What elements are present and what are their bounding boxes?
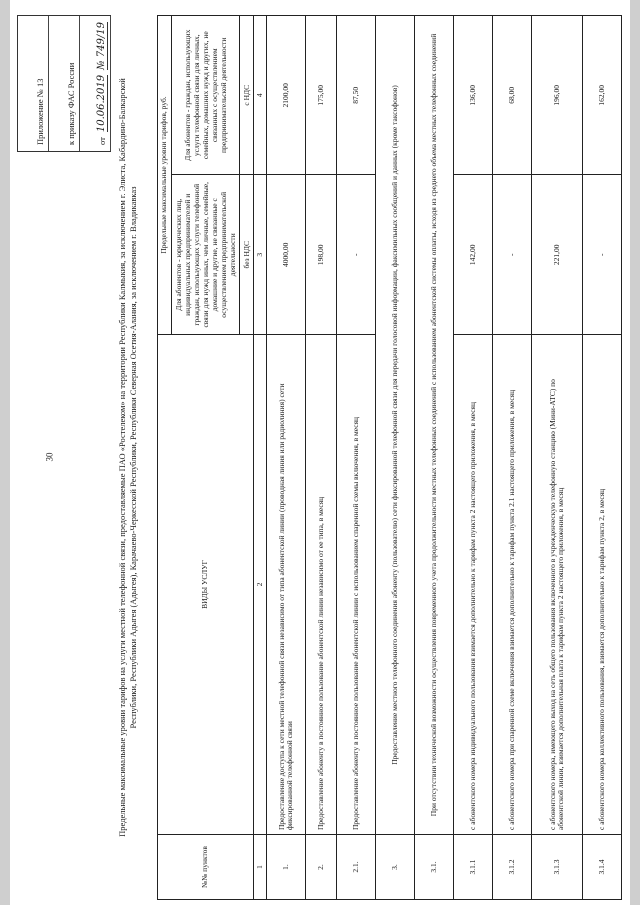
row-num: 2.1. <box>337 835 376 900</box>
row-legal-value: - <box>493 175 532 335</box>
appendix-block <box>17 15 107 900</box>
row-legal-value: 221,00 <box>532 175 583 335</box>
row-legal-value: - <box>583 175 622 335</box>
document-title-line-2: Республики, Республики Адыгея (Адыгея), Карачаево-Черкесской Республики, Республики Северная Осетия-Алания, за исключением г. Владикавказ <box>128 186 139 729</box>
row-service: Предоставление доступа к сети местной телефонной связи независимо от типа абонентской линии (проводная линия или радиолиния) сети фиксированной телефонной связи <box>267 335 306 835</box>
document-title <box>117 15 139 900</box>
appendix-lines <box>17 15 111 152</box>
row-service: с абонентского номера, имеющего выход на сеть общего пользования включенного в учрежденческую телефонную станцию (Мини-АТС) по абонентской линии, взимается дополнительная плата к тарифам пункта 2 настоящего приложения, в месяц <box>532 335 583 835</box>
table-row <box>415 16 454 900</box>
row-num: 3.1. <box>415 835 454 900</box>
header-levels: Предельные максимальные уровни тарифов, руб. <box>158 16 172 335</box>
scan-edge-right <box>630 0 640 905</box>
table-row <box>454 16 493 900</box>
row-legal-value: 142,00 <box>454 175 493 335</box>
colnum-3: 3 <box>253 175 267 335</box>
row-citizens-value: 162,00 <box>583 16 622 176</box>
appendix-title: Приложение № 13 <box>17 16 49 151</box>
header-num: №№ пунктов <box>158 835 254 900</box>
header-vat-excl: без НДС <box>239 175 253 335</box>
row-legal-value: - <box>337 175 376 335</box>
row-citizens-value: 175,00 <box>306 16 337 176</box>
row-citizens-value: 136,00 <box>454 16 493 176</box>
handwritten-date: 10.06.2019 <box>95 74 107 133</box>
header-col-citizens: Для абонентов - граждан, использующих услуги телефонной связи для личных, семейных, домашних нужд и других, не связанных с осуществлением предпринимательской деятельности <box>171 16 239 176</box>
row-citizens-value: 68,00 <box>493 16 532 176</box>
header-col-legal: Для абонентов - юридических лиц, индивидуальных предпринимателей и граждан, использующих услуги телефонной связи для нужд иных, чем личные, семейные, домашние и другие, не связанные с осуществлением предпринимательской деятельности <box>171 175 239 335</box>
row-citizens-value: 87,50 <box>337 16 376 176</box>
row-service: с абонентского номера при спаренной схеме включения взимается дополнительно к тарифам пункта 2.1 настоящего приложения, в месяц <box>493 335 532 835</box>
row-num: 3.1.4 <box>583 835 622 900</box>
colnum-4: 4 <box>253 16 267 176</box>
row-num: 3. <box>376 835 415 900</box>
table-row <box>493 16 532 900</box>
row-legal-value: 198,00 <box>306 175 337 335</box>
appendix-order-line <box>80 16 111 151</box>
table-row <box>267 16 306 900</box>
rotated-document <box>17 15 627 900</box>
scan-edge-left <box>0 0 10 905</box>
row-num: 1. <box>267 835 306 900</box>
page-number: 30 <box>44 452 55 462</box>
document-title-line-1: Предельные максимальные уровни тарифов на услуги местной телефонной связи, предоставляемые ПАО «Ростелеком» на территории Республики Калмыкия, за исключением г. Элиста, Кабардино-Балкарской <box>117 78 127 837</box>
header-vat-incl: с НДС <box>239 16 253 176</box>
table-row <box>583 16 622 900</box>
row-num: 3.1.1 <box>454 835 493 900</box>
row-service: Предоставление абоненту в постоянное пользование абонентской линии независимо от ее типа, в месяц <box>306 335 337 835</box>
row-service: с абонентского номера индивидуального пользования взимается дополнительно к тарифам пункта 2 настоящего приложения, в месяц <box>454 335 493 835</box>
table-row <box>306 16 337 900</box>
row-section-heading: При отсутствии технической возможности осуществления повременного учета продолжительности местных телефонных соединений с использованием абонентской системы оплаты, исходя из среднего объема местных телефонных соединений <box>415 16 454 835</box>
appendix-order-ref: к приказу ФАС России <box>49 16 80 151</box>
row-service: Предоставление абоненту в постоянное пользование абонентской линии с использованием спаренной схемы включения, в месяц <box>337 335 376 835</box>
colnum-1: 1 <box>253 835 267 900</box>
table-row <box>337 16 376 900</box>
handwritten-number: № 749/19 <box>95 22 107 70</box>
row-section-heading: Предоставление местного телефонного соединения абоненту (пользователю) сети фиксированной телефонной связи для передачи голосовой информации, факсимильных сообщений и данных (кроме таксофонов) <box>376 16 415 835</box>
row-service: с абонентского номера коллективного пользования, взимается дополнительно к тарифам пункта 2, в месяц <box>583 335 622 835</box>
row-legal-value: 4000,00 <box>267 175 306 335</box>
table-row <box>532 16 583 900</box>
from-label: от <box>97 137 108 145</box>
colnum-2: 2 <box>253 335 267 835</box>
row-citizens-value: 2100,00 <box>267 16 306 176</box>
table-row <box>376 16 415 900</box>
row-num: 3.1.2 <box>493 835 532 900</box>
row-num: 3.1.3 <box>532 835 583 900</box>
header-service: ВИДЫ УСЛУГ <box>158 335 254 835</box>
tariff-table <box>157 15 622 900</box>
row-num: 2. <box>306 835 337 900</box>
row-citizens-value: 196,00 <box>532 16 583 176</box>
